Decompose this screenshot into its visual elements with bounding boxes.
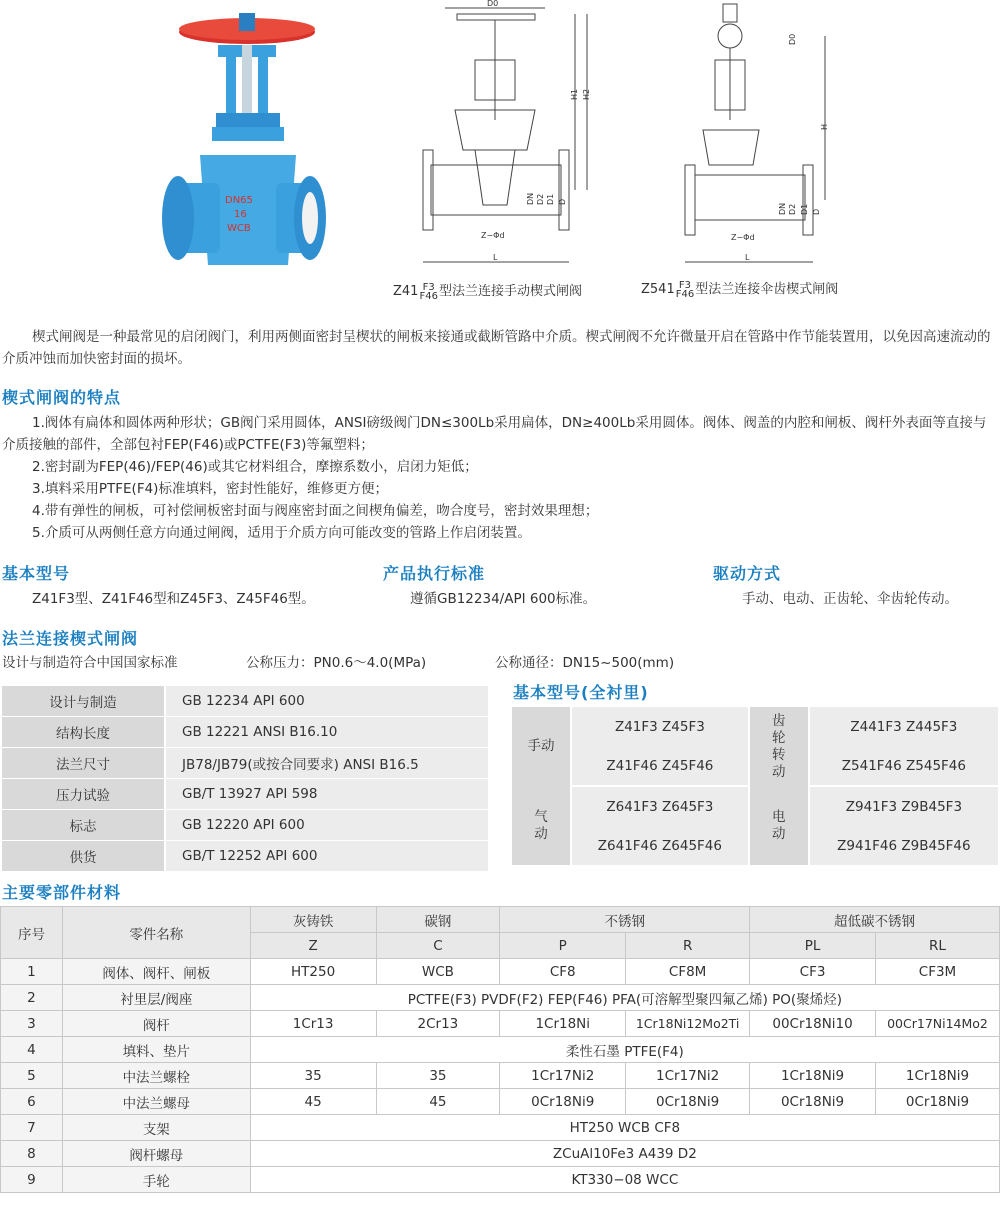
dn-label: DN xyxy=(526,192,535,205)
materials-table: 序号 零件名称 灰铸铁 碳钢 不锈钢 超低碳不锈钢 Z C P R PL RL 1 阀体、阀杆、闸板 HT250 WCB CF8 CF8M CF3 CF3M 2 衬里层/阀座 PCTFE(F3) PVDF(F2) FEP(F46) PFA(可溶解型聚四氟乙烯) PO(聚烯烃) 3 阀杆 1Cr13 2Cr13 1Cr18Ni 1Cr18Ni12Mo2Ti 00Cr18Ni10 00Cr17Ni14Mo2 4 填料、垫片 柔性石墨 PTFE(F4) 5 中法兰螺栓 35 35 1Cr17Ni2 1Cr17Ni2 1Cr18Ni9 1Cr18Ni9 6 中法兰螺母 45 45 0Cr18Ni9 0Cr18Ni9 0Cr18Ni9 0Cr18Ni9 7 支架 HT250 WCB CF8 8 阀杆螺母 ZCuAl10Fe3 A439 D2 9 手轮 KT330−08 WCC xyxy=(0,906,1000,1193)
l-label: L xyxy=(493,253,498,262)
gate-valve-photo xyxy=(160,5,335,285)
feature-item: 3.填料采用PTFE(F4)标准填料，密封性能好，维修更方便； xyxy=(32,481,388,497)
table-row: 6 中法兰螺母 45 45 0Cr18Ni9 0Cr18Ni9 0Cr18Ni9 0Cr18Ni9 xyxy=(1,1089,1000,1115)
h2-label: H2 xyxy=(582,88,591,100)
spec-table xyxy=(2,686,488,872)
table-row: 设计与制造 GB 12234 API 600 xyxy=(2,686,488,717)
table-row: 5 中法兰螺栓 35 35 1Cr17Ni2 1Cr17Ni2 1Cr18Ni9 1Cr18Ni9 xyxy=(1,1063,1000,1089)
features-title: 楔式闸阀的特点 xyxy=(2,388,122,407)
photo-marking-pn: 16 xyxy=(234,209,247,220)
feature-item: 1.阀体有扁体和圆体两种形状；GB阀门采用圆体，ANSI磅级阀门DN≤300Lb采用扁体，DN≥400Lb采用圆体。阀体、阀盖的内腔和闸板、阀杆外表面等直接与介质接触的部件，全部包衬FEP(F46)或PCTFE(F3)等氟塑料； xyxy=(2,415,987,453)
table-row: 4 填料、垫片 柔性石墨 PTFE(F4) xyxy=(1,1037,1000,1063)
d0-label: D0 xyxy=(487,0,499,8)
materials-title: 主要零部件材料 xyxy=(2,883,122,902)
drawing1-caption: Z41 F3 F46型法兰连接手动楔式闸阀 xyxy=(393,281,582,302)
table-row: 标志 GB 12220 API 600 xyxy=(2,810,488,841)
flange-diameter: 公称通径：DN15~500(mm) xyxy=(495,655,675,671)
l-label: L xyxy=(745,253,750,262)
table-row: 1 阀体、阀杆、闸板 HT250 WCB CF8 CF8M CF3 CF3M xyxy=(1,959,1000,985)
basic-model-text: Z41F3型、Z41F46型和Z45F3、Z45F46型。 xyxy=(32,591,315,607)
electric-label: 电动 xyxy=(749,786,809,865)
flange-title: 法兰连接楔式闸阀 xyxy=(2,629,139,648)
gear-label: 齿轮转动 xyxy=(749,707,809,786)
table-row: 2 衬里层/阀座 PCTFE(F3) PVDF(F2) FEP(F46) PFA(可溶解型聚四氟乙烯) PO(聚烯烃) xyxy=(1,985,1000,1011)
manual-valve-drawing xyxy=(415,0,615,275)
lined-models-title: 基本型号(全衬里) xyxy=(513,683,649,702)
dn-label: DN xyxy=(778,202,787,215)
intro-paragraph: 楔式闸阀是一种最常见的启闭阀门，利用两侧面密封呈楔状的闸板来接通或截断管路中介质。楔式闸阀不允许微量开启在管路中作节能装置用，以免因高速流动的介质冲蚀而加快密封面的损坏。 xyxy=(2,329,991,367)
table-row: 8 阀杆螺母 ZCuAl10Fe3 A439 D2 xyxy=(1,1141,1000,1167)
feature-item: 2.密封副为FEP(46)/FEP(46)或其它材料组合，摩擦系数小，启闭力矩低； xyxy=(32,459,478,475)
d1-label: D1 xyxy=(800,203,809,215)
photo-marking-dn: DN65 xyxy=(225,195,253,206)
table-row: 法兰尺寸 JB78/JB79(或按合同要求) ANSI B16.5 xyxy=(2,748,488,779)
zphid-label: Z−Φd xyxy=(481,231,505,240)
manual-label: 手动 xyxy=(512,707,571,786)
feature-item: 5.介质可从两侧任意方向通过闸阀，适用于介质方向可能改变的管路上作启闭装置。 xyxy=(32,525,531,541)
flange-design: 设计与制造符合中国国家标准 xyxy=(2,655,178,671)
d2-label: D2 xyxy=(788,203,797,215)
drive-text: 手动、电动、正齿轮、伞齿轮传动。 xyxy=(742,591,958,607)
standard-text: 遵循GB12234/API 600标准。 xyxy=(410,591,597,607)
drawing2-caption: Z541 F3 F46型法兰连接伞齿楔式闸阀 xyxy=(641,279,839,300)
feature-item: 4.带有弹性的闸板，可衬偿闸板密封面与阀座密封面之间楔角偏差，吻合度号，密封效果理想； xyxy=(32,503,599,519)
d0-label: D0 xyxy=(788,33,797,45)
table-row: 结构长度 GB 12221 ANSI B16.10 xyxy=(2,717,488,748)
pneumatic-label: 气动 xyxy=(512,786,571,865)
table-row: 3 阀杆 1Cr13 2Cr13 1Cr18Ni 1Cr18Ni12Mo2Ti 00Cr18Ni10 00Cr17Ni14Mo2 xyxy=(1,1011,1000,1037)
drive-title: 驱动方式 xyxy=(713,564,782,583)
features-list xyxy=(2,412,998,544)
h1-label: H1 xyxy=(570,88,579,100)
bevel-gear-valve-drawing xyxy=(675,0,845,275)
table-row: 供货 GB/T 12252 API 600 xyxy=(2,841,488,872)
d2-label: D2 xyxy=(536,193,545,205)
d-label: D xyxy=(812,208,821,215)
d-label: D xyxy=(558,198,567,205)
standard-title: 产品执行标准 xyxy=(383,564,486,583)
zphid-label: Z−Φd xyxy=(731,233,755,242)
flange-pressure: 公称压力：PN0.6～4.0(MPa) xyxy=(246,655,427,671)
basic-model-title: 基本型号 xyxy=(2,564,71,583)
d1-label: D1 xyxy=(546,193,555,205)
table-row: 7 支架 HT250 WCB CF8 xyxy=(1,1115,1000,1141)
photo-marking-material: WCB xyxy=(227,223,251,234)
lined-models-table: 手动 Z41F3 Z45F3 齿轮转动 Z441F3 Z445F3 Z41F46 Z45F46 Z541F46 Z545F46 气动 Z641F3 Z645F3 电动 Z941F3 Z9B45F3 Z641F46 Z645F46 Z941F46 Z9B45F46 xyxy=(512,707,998,865)
table-row: 压力试验 GB/T 13927 API 598 xyxy=(2,779,488,810)
h-label: H xyxy=(820,123,829,130)
table-row: 9 手轮 KT330−08 WCC xyxy=(1,1167,1000,1193)
